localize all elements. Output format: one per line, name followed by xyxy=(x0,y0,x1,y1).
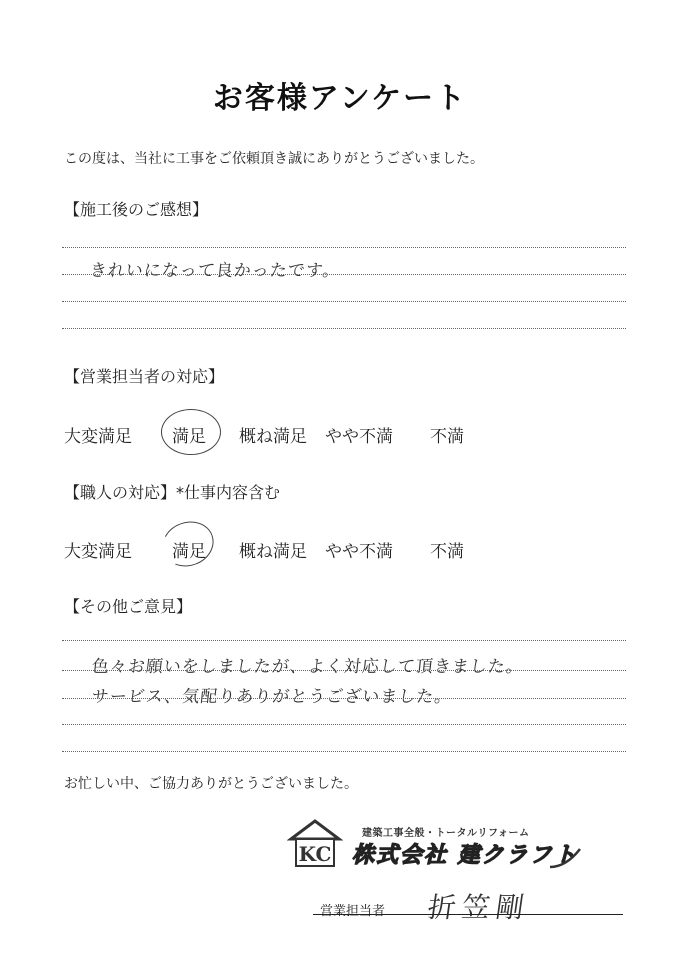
sales-rep-heading: 【営業担当者の対応】 xyxy=(64,367,225,386)
comment-answer-1: 色々お願いをしましたが、よく対応して頂きました。 xyxy=(90,657,525,677)
comment-line-5 xyxy=(62,751,626,752)
sales-option-dissatisfied: 不満 xyxy=(430,427,464,447)
comment-line-2 xyxy=(62,670,626,671)
comment-answer-2: サービス、気配りありがとうございました。 xyxy=(90,687,454,707)
other-comments-heading: 【その他ご意見】 xyxy=(64,597,193,616)
rep-label: 営業担当者 xyxy=(320,904,386,919)
craft-option-mostly-satisfied: 概ね満足 xyxy=(239,542,307,562)
answer-line-3 xyxy=(62,301,626,302)
craft-option-satisfied: 満足 xyxy=(172,542,206,562)
page-title: お客様アンケート xyxy=(212,81,468,116)
answer-line-1 xyxy=(62,247,626,248)
impression-answer: きれいになって良かったです。 xyxy=(88,261,342,281)
sales-option-satisfied: 満足 xyxy=(172,427,206,447)
comment-line-4 xyxy=(62,724,626,725)
logo-mark-text: KC xyxy=(298,842,332,866)
impression-heading: 【施工後のご感想】 xyxy=(64,200,209,219)
comment-line-1 xyxy=(62,640,626,641)
swoosh-icon xyxy=(548,845,582,871)
intro-text: この度は、当社に工事をご依頼頂き誠にありがとうございました。 xyxy=(64,151,484,167)
craft-option-very-satisfied: 大変満足 xyxy=(64,542,132,562)
answer-line-4 xyxy=(62,328,626,329)
closing-text: お忙しい中、ご協力ありがとうございました。 xyxy=(64,776,358,792)
answer-line-2 xyxy=(62,274,626,275)
craftsman-heading: 【職人の対応】*仕事内容含む xyxy=(64,483,281,502)
craft-option-dissatisfied: 不満 xyxy=(430,542,464,562)
sales-option-somewhat-dissatisfied: やや不満 xyxy=(325,427,393,447)
company-logo-icon xyxy=(287,817,343,869)
company-name: 株式会社 建クラフト xyxy=(352,843,578,868)
craft-option-somewhat-dissatisfied: やや不満 xyxy=(325,542,393,562)
rep-signature: 折笠剛 xyxy=(425,891,533,924)
comment-line-3 xyxy=(62,698,626,699)
company-tagline: 建築工事全般・トータルリフォーム xyxy=(362,828,530,839)
sales-option-very-satisfied: 大変満足 xyxy=(64,427,132,447)
sales-option-mostly-satisfied: 概ね満足 xyxy=(239,427,307,447)
signature-line xyxy=(313,914,623,915)
